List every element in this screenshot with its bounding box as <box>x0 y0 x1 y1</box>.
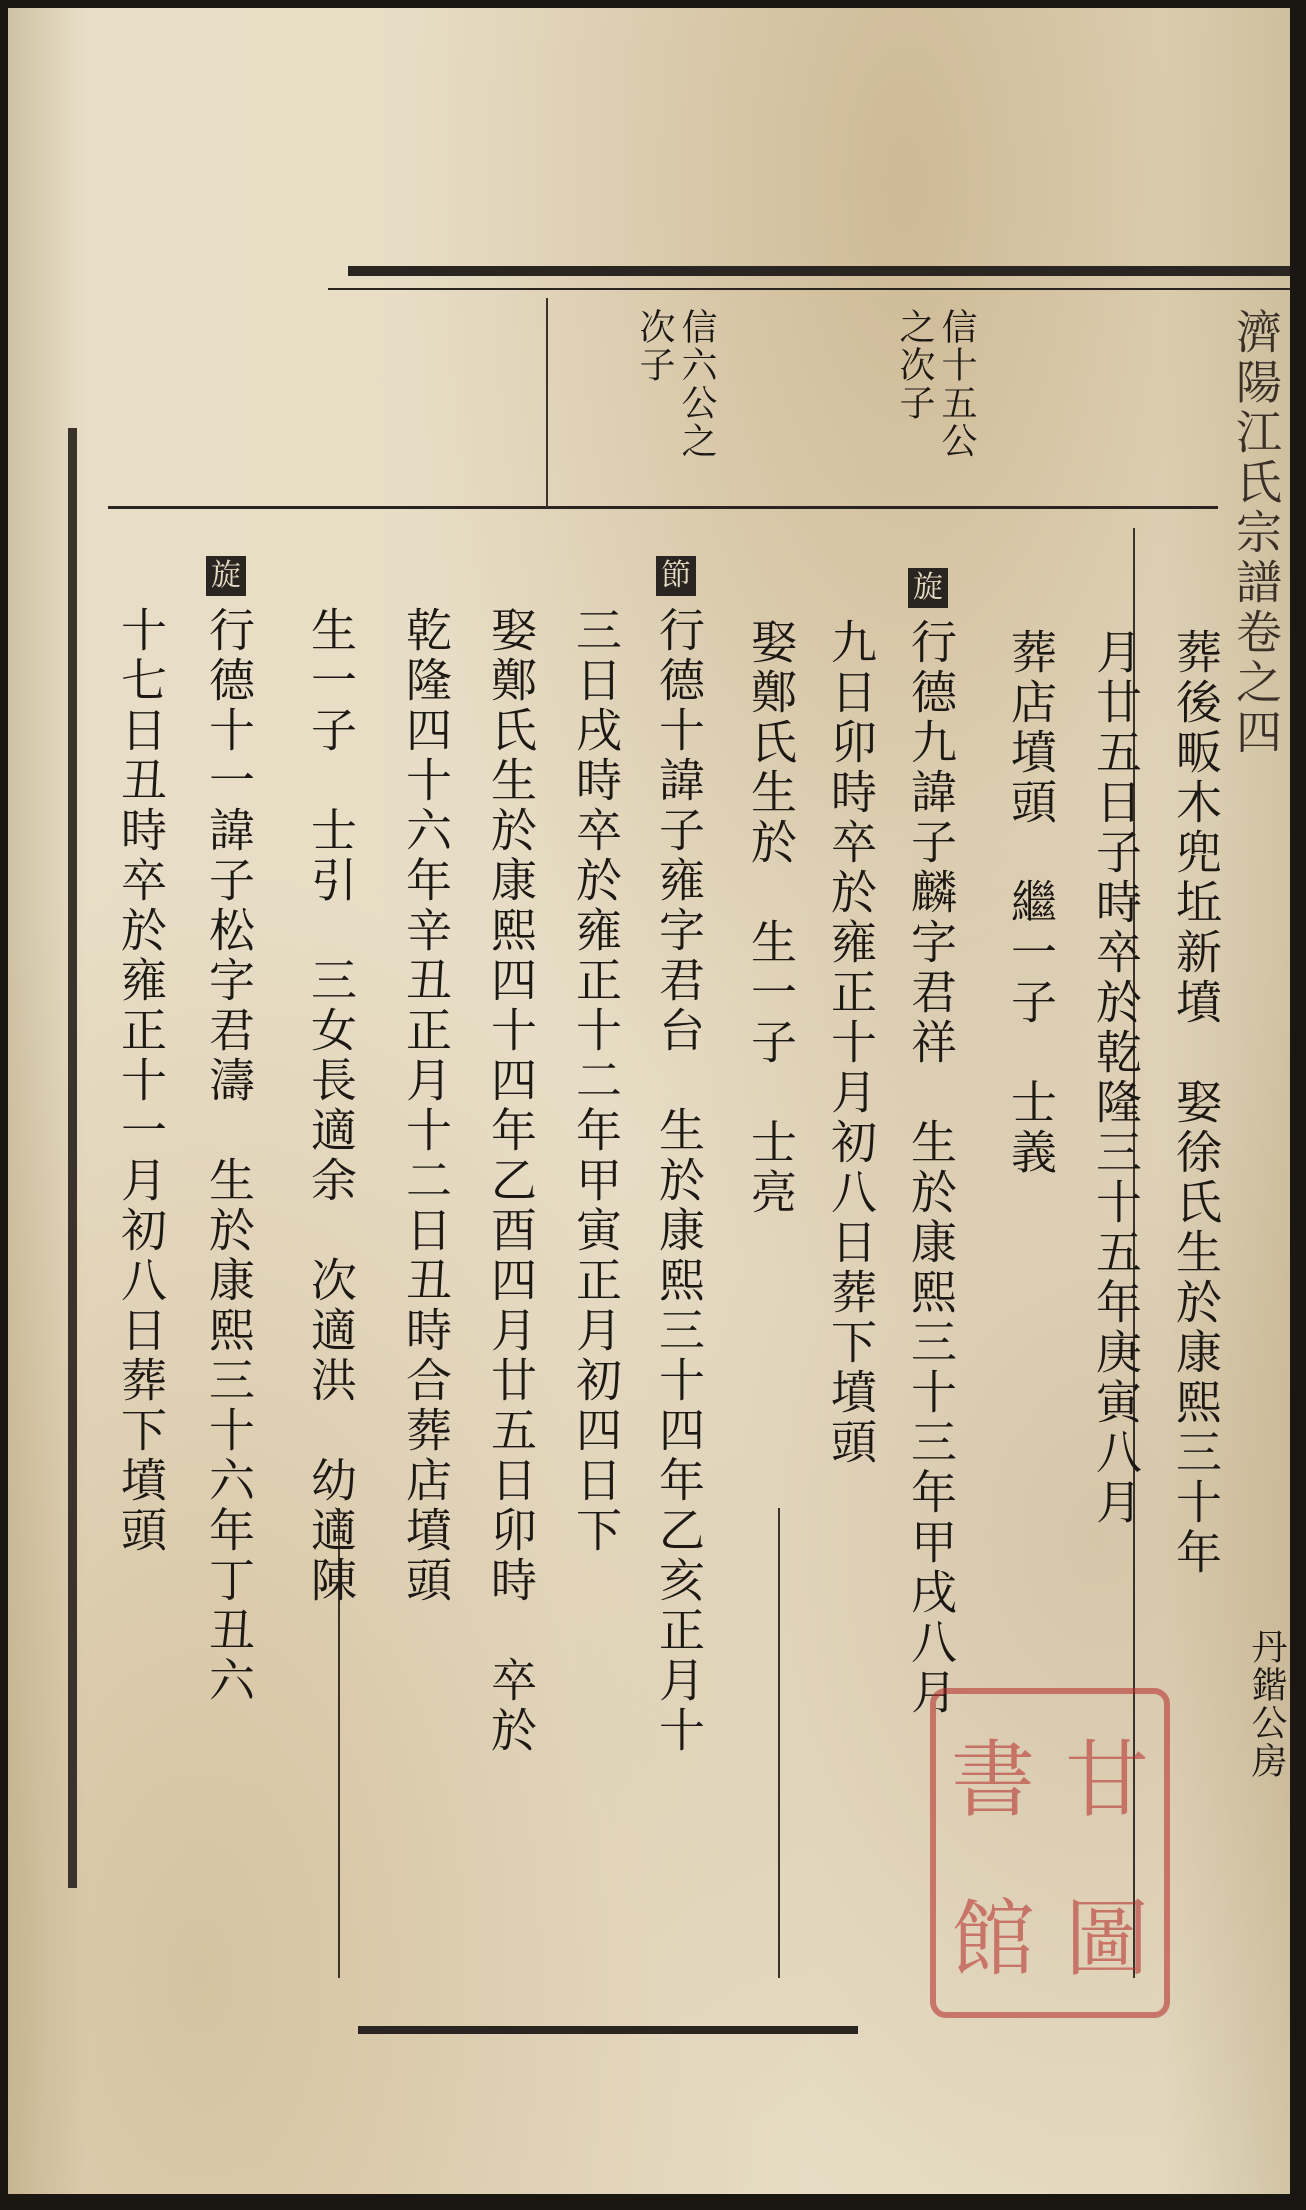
seal-char: 圖 <box>1064 1890 1149 1988</box>
entry-column: 行德九諱子麟字君祥 生於康熙三十三年甲戌八月 <box>904 618 958 1718</box>
entry-column: 娶鄭氏生於康熙四十四年乙酉四月廿五日卯時 卒於 <box>484 606 538 1756</box>
father-label: 信六公之 <box>676 308 717 460</box>
entry-column: 行德十一諱子松字君濤 生於康熙三十六年丁丑六 <box>202 606 256 1706</box>
seal-char: 書 <box>950 1731 1035 1829</box>
entry-column: 行德十諱子雍字君台 生於康熙三十四年乙亥正月十 <box>652 606 706 1756</box>
entry-column: 乾隆四十六年辛丑正月十二日丑時合葬店墳頭 <box>399 606 453 1606</box>
genealogy-page <box>8 8 1290 2194</box>
entry-column: 娶鄭氏生於 生一子 士亮 <box>744 618 798 1218</box>
branch-badge: 節 <box>656 556 696 596</box>
entry-column: 九日卯時卒於雍正十月初八日葬下墳頭 <box>824 618 878 1468</box>
entry-column: 生一子 士引 三女長適余 次適洪 幼適陳 <box>304 606 358 1606</box>
father-label: 之次子 <box>894 308 935 422</box>
entry-column: 三日戌時卒於雍正十二年甲寅正月初四日下 <box>569 606 623 1556</box>
right-margin-note: 丹鍇公房 <box>1246 1628 1287 1780</box>
entry-column: 葬店墳頭 繼一子 士義 <box>1004 628 1058 1178</box>
library-seal <box>930 1688 1170 2018</box>
top-thin-rule <box>328 288 1290 290</box>
branch-badge: 旋 <box>908 568 948 608</box>
top-border-rule <box>348 266 1290 276</box>
column-divider <box>546 298 548 508</box>
bottom-border-rule <box>358 2026 858 2034</box>
column-divider <box>778 1508 780 1978</box>
branch-badge: 旋 <box>206 556 246 596</box>
father-label: 信十五公 <box>936 308 977 460</box>
section-divider-rule <box>108 506 1218 509</box>
seal-char: 館 <box>950 1890 1035 1988</box>
entry-column: 十七日丑時卒於雍正十一月初八日葬下墳頭 <box>114 606 168 1556</box>
page-title: 濟陽江氏宗譜卷之四 <box>1229 308 1283 758</box>
father-label: 次子 <box>634 308 675 384</box>
entry-column: 葬後畈木兜坵新墳 娶徐氏生於康熙三十年 <box>1169 628 1223 1578</box>
seal-char: 甘 <box>1064 1731 1149 1829</box>
entry-column: 月廿五日子時卒於乾隆三十五年庚寅八月 <box>1089 628 1143 1528</box>
left-border-rule <box>68 428 77 1888</box>
